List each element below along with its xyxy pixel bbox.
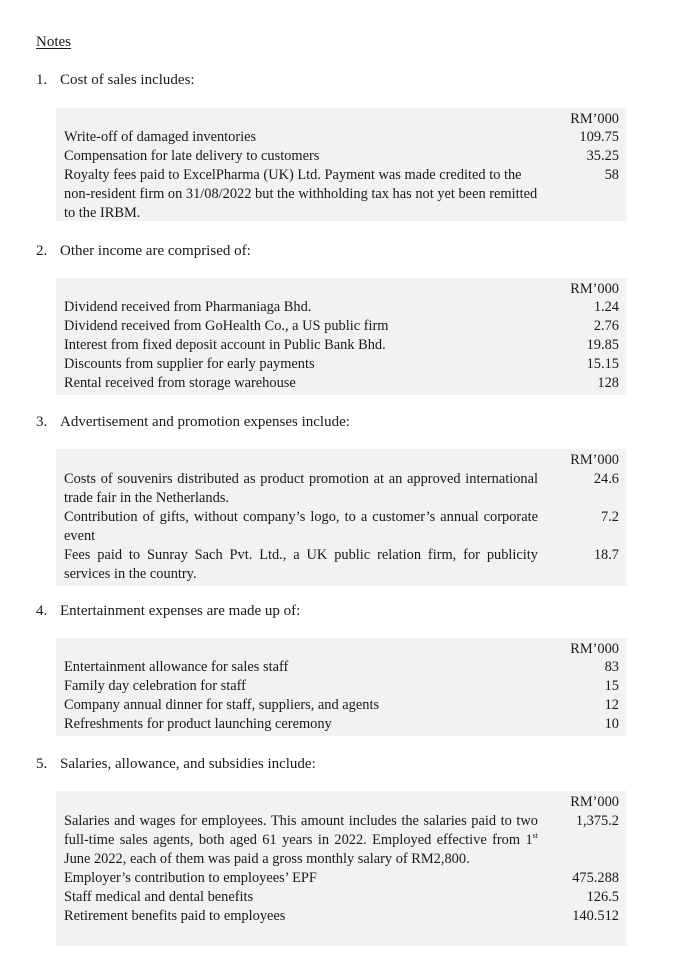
section-title: Cost of sales includes: xyxy=(60,72,195,88)
table-row xyxy=(56,317,627,336)
salaries-table xyxy=(56,791,627,946)
section-title: Entertainment expenses are made up of: xyxy=(60,603,301,619)
row-amount: 109.75 xyxy=(579,129,619,145)
row-amount: 1,375.2 xyxy=(575,813,619,829)
table-row xyxy=(56,336,627,355)
section-number: 1. xyxy=(36,72,48,88)
table-row xyxy=(56,869,627,888)
section-number: 4. xyxy=(36,603,48,619)
table-row xyxy=(56,677,627,696)
currency-unit: RM’000 xyxy=(570,641,619,657)
section-4-heading xyxy=(36,603,300,620)
table-row xyxy=(56,470,627,508)
row-amount: 24.6 xyxy=(593,471,619,487)
row-description: Employer’s contribution to employees’ EPF xyxy=(64,870,317,886)
section-title: Salaries, allowance, and subsidies include: xyxy=(60,756,316,772)
row-description: Company annual dinner for staff, suppliers, and agents xyxy=(64,697,380,713)
section-title: Advertisement and promotion expenses include: xyxy=(60,414,350,430)
row-amount: 140.512 xyxy=(572,908,619,924)
table-row xyxy=(56,374,627,393)
row-description: Fees paid to Sunray Sach Pvt. Ltd., a UK public relation firm, for publicity services in the country. xyxy=(64,547,538,582)
description-text: Salaries and wages for employees. This amount includes the salaries paid to two full-time sales agents, both aged 61 years in 2022. Employed effective from 1 xyxy=(64,813,538,848)
entertainment-table xyxy=(56,638,627,736)
currency-unit: RM’000 xyxy=(570,794,619,810)
section-number: 5. xyxy=(36,756,48,772)
row-amount: 126.5 xyxy=(586,889,619,905)
row-description: Retirement benefits paid to employees xyxy=(64,908,286,924)
section-2-heading xyxy=(36,243,251,260)
row-description: Write-off of damaged inventories xyxy=(64,129,257,145)
table-row xyxy=(56,696,627,715)
table-row xyxy=(56,128,627,147)
section-1-heading xyxy=(36,72,195,89)
ordinal-suffix: st xyxy=(532,831,538,841)
cost-of-sales-table xyxy=(56,108,627,221)
table-row xyxy=(56,298,627,317)
row-amount: 12 xyxy=(604,697,619,713)
row-description: Interest from fixed deposit account in Public Bank Bhd. xyxy=(64,337,386,353)
row-amount: 35.25 xyxy=(586,148,619,164)
row-description: Royalty fees paid to ExcelPharma (UK) Ltd. Payment was made credited to the non-resident firm on 31/08/2022 but the withholding tax has not yet been remitted to the IRBM. xyxy=(64,167,538,221)
description-text: June 2022, each of them was paid a gross monthly salary of RM2,800. xyxy=(64,851,470,867)
row-amount: 475.288 xyxy=(572,870,619,886)
advertisement-table xyxy=(56,449,627,586)
row-description: Contribution of gifts, without company’s logo, to a customer’s annual corporate event xyxy=(64,509,538,544)
table-row xyxy=(56,658,627,677)
table-row xyxy=(56,147,627,166)
row-description: Refreshments for product launching ceremony xyxy=(64,716,332,732)
row-description: Costs of souvenirs distributed as product promotion at an approved international trade fair in the Netherlands. xyxy=(64,471,538,506)
table-row xyxy=(56,166,627,223)
row-description: Compensation for late delivery to customers xyxy=(64,148,320,164)
table-row xyxy=(56,888,627,907)
table-row xyxy=(56,355,627,374)
other-income-table xyxy=(56,278,627,395)
table-row xyxy=(56,907,627,926)
table-row xyxy=(56,812,627,869)
section-3-heading xyxy=(36,414,350,431)
section-5-heading xyxy=(36,756,316,773)
row-amount: 7.2 xyxy=(601,509,619,525)
section-number: 2. xyxy=(36,243,48,259)
row-amount: 1.24 xyxy=(593,299,619,315)
currency-unit: RM’000 xyxy=(570,452,619,468)
row-description: Dividend received from GoHealth Co., a US public firm xyxy=(64,318,389,334)
row-amount: 10 xyxy=(604,716,619,732)
row-amount: 2.76 xyxy=(593,318,619,334)
row-amount: 18.7 xyxy=(593,547,619,563)
notes-title: Notes xyxy=(36,34,71,50)
row-description: Rental received from storage warehouse xyxy=(64,375,296,391)
table-row xyxy=(56,715,627,734)
row-description: Entertainment allowance for sales staff xyxy=(64,659,289,675)
table-row xyxy=(56,546,627,584)
currency-unit: RM’000 xyxy=(570,111,619,127)
table-row xyxy=(56,508,627,546)
row-amount: 15 xyxy=(604,678,619,694)
section-title: Other income are comprised of: xyxy=(60,243,251,259)
row-description: Staff medical and dental benefits xyxy=(64,889,254,905)
section-number: 3. xyxy=(36,414,48,430)
row-description xyxy=(56,812,538,869)
currency-unit: RM’000 xyxy=(570,281,619,297)
row-amount: 83 xyxy=(604,659,619,675)
row-amount: 19.85 xyxy=(586,337,619,353)
row-amount: 15.15 xyxy=(586,356,619,372)
row-amount: 128 xyxy=(597,375,619,391)
row-description: Discounts from supplier for early payments xyxy=(64,356,315,372)
row-description: Family day celebration for staff xyxy=(64,678,246,694)
row-description: Dividend received from Pharmaniaga Bhd. xyxy=(64,299,312,315)
row-amount: 58 xyxy=(604,167,619,183)
